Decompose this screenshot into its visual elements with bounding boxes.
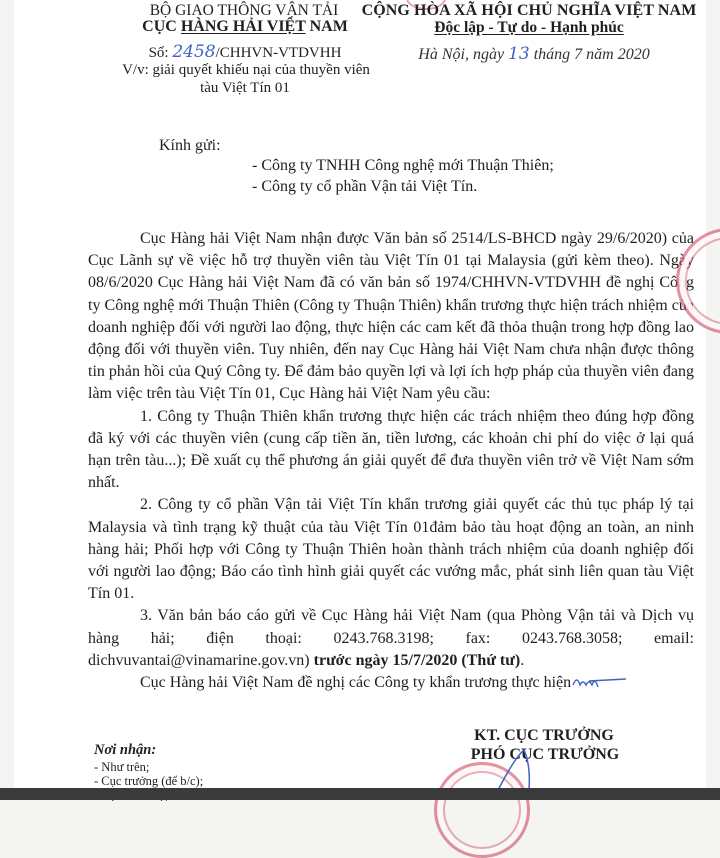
closing-text: Cục Hàng hải Việt Nam đề nghị các Công ty khẩn trương thực hiện <box>140 674 572 692</box>
motto-text: Độc lập - Tự do - Hạnh phúc <box>434 19 624 36</box>
initials-signature-icon <box>571 673 631 689</box>
addressee-item: - Công ty cổ phần Vận tải Việt Tín. <box>252 178 478 195</box>
body-item-1: 1. Công ty Thuận Thiên khẩn trương thực hiện các trách nhiệm theo đúng hợp đồng đã ký với các thuyền viên (cung cấp tiền ăn, tiền lương, các khoản chi phí do việc ở lại quá hạn trên tàu...); Đề xuất cụ thể phương án giải quyết để đưa thuyền viên trở về Việt Nam sớm nhất. <box>88 407 694 492</box>
agency-name <box>120 18 370 36</box>
doc-number-handwritten: 2458 <box>172 42 216 62</box>
body-item-2: 2. Công ty cổ phần Vận tải Việt Tín khẩn trương giải quyết các thủ tục pháp lý tại Malaysia và tình trạng kỹ thuật của tàu Việt Tín 01đảm bảo tàu hoạt động an toàn, an ninh hàng hải; Phối hợp với Công ty Thuận Thiên hoàn thành trách nhiệm của doanh nghiệp đối với người lao động; Báo cáo tình hình giải quyết các vướng mắc, phát sinh liên quan tàu Việt Tín 01. <box>88 496 694 603</box>
agency-suffix: NAM <box>305 18 348 35</box>
document-number <box>120 42 370 62</box>
national-motto <box>344 19 714 37</box>
body-item-3 <box>88 605 694 672</box>
subject-line-1: V/v: giải quyết khiếu nại của thuyền viên <box>122 62 370 78</box>
document-page <box>14 0 706 800</box>
doc-number-suffix: /CHHVN-VTDVHH <box>215 45 342 61</box>
country-name: CỘNG HÒA XÃ HỘI CHỦ NGHĨA VIỆT NAM <box>361 2 697 19</box>
item-3-deadline: trước ngày 15/7/2020 (Thứ tư) <box>313 651 521 669</box>
recipients-title: Nơi nhận: <box>94 742 157 758</box>
letter-body <box>88 228 694 694</box>
signature-title-1: KT. CỤC TRƯỞNG <box>474 727 614 744</box>
date-day-handwritten: 13 <box>508 44 530 64</box>
agency-underlined: HÀNG HẢI VIỆT <box>180 18 306 35</box>
subject-line-2: tàu Việt Tín 01 <box>200 80 290 96</box>
body-closing <box>88 672 694 694</box>
signature-title-2: PHÓ CỤC TRƯỞNG <box>470 746 620 763</box>
date-line <box>374 44 694 64</box>
ministry-name: BỘ GIAO THÔNG VẬN TẢI <box>149 2 339 19</box>
doc-number-label: Số: <box>148 45 173 61</box>
bottom-bar <box>0 788 720 800</box>
body-intro: Cục Hàng hải Việt Nam nhận được Văn bản số 2514/LS-BHCD ngày 29/6/2020) của Cục Lãnh sự về việc hỗ trợ thuyền viên tàu Việt Tín 01 tại Malaysia (gửi kèm theo). Ngày 08/6/2020 Cục Hàng hải Việt Nam đã có văn bản số 1974/CHHVN-VTDVHH đề nghị Công ty Công nghệ mới Thuận Thiên (Công ty Thuận Thiên) khẩn trương thực hiện trách nhiệm của doanh nghiệp đối với người lao động, thực hiện các cam kết đã thỏa thuận trong hợp đồng lao động đối với thuyền viên. Tuy nhiên, đến nay Cục Hàng hải Việt Nam chưa nhận được thông tin phản hồi của Quý Công ty. Để đảm bảo quyền lợi và lợi ích hợp pháp của thuyền viên đang làm việc trên tàu Việt Tín 01, Cục Hàng hải Việt Nam yêu cầu: <box>88 230 694 403</box>
item-3-end: . <box>520 651 525 669</box>
date-suffix: tháng 7 năm 2020 <box>529 46 650 63</box>
date-prefix: Hà Nội, ngày <box>418 46 509 63</box>
recipient-item: - Cục trưởng (để b/c); <box>94 774 204 788</box>
item-3-text: 3. Văn bản báo cáo gửi về Cục Hàng hải Việt Nam (qua Phòng Vận tải và Dịch vụ hàng hải; điện thoại: 0243.768.3198; fax: 0243.768.3058; email: dichvuvantai@vinamarine.gov.vn) <box>88 607 694 669</box>
addressee-label: Kính gửi: <box>159 137 221 154</box>
recipient-item: - Như trên; <box>94 760 150 774</box>
agency-prefix: CỤC <box>142 18 181 35</box>
addressee-item: - Công ty TNHH Công nghệ mới Thuận Thiên; <box>252 157 554 174</box>
